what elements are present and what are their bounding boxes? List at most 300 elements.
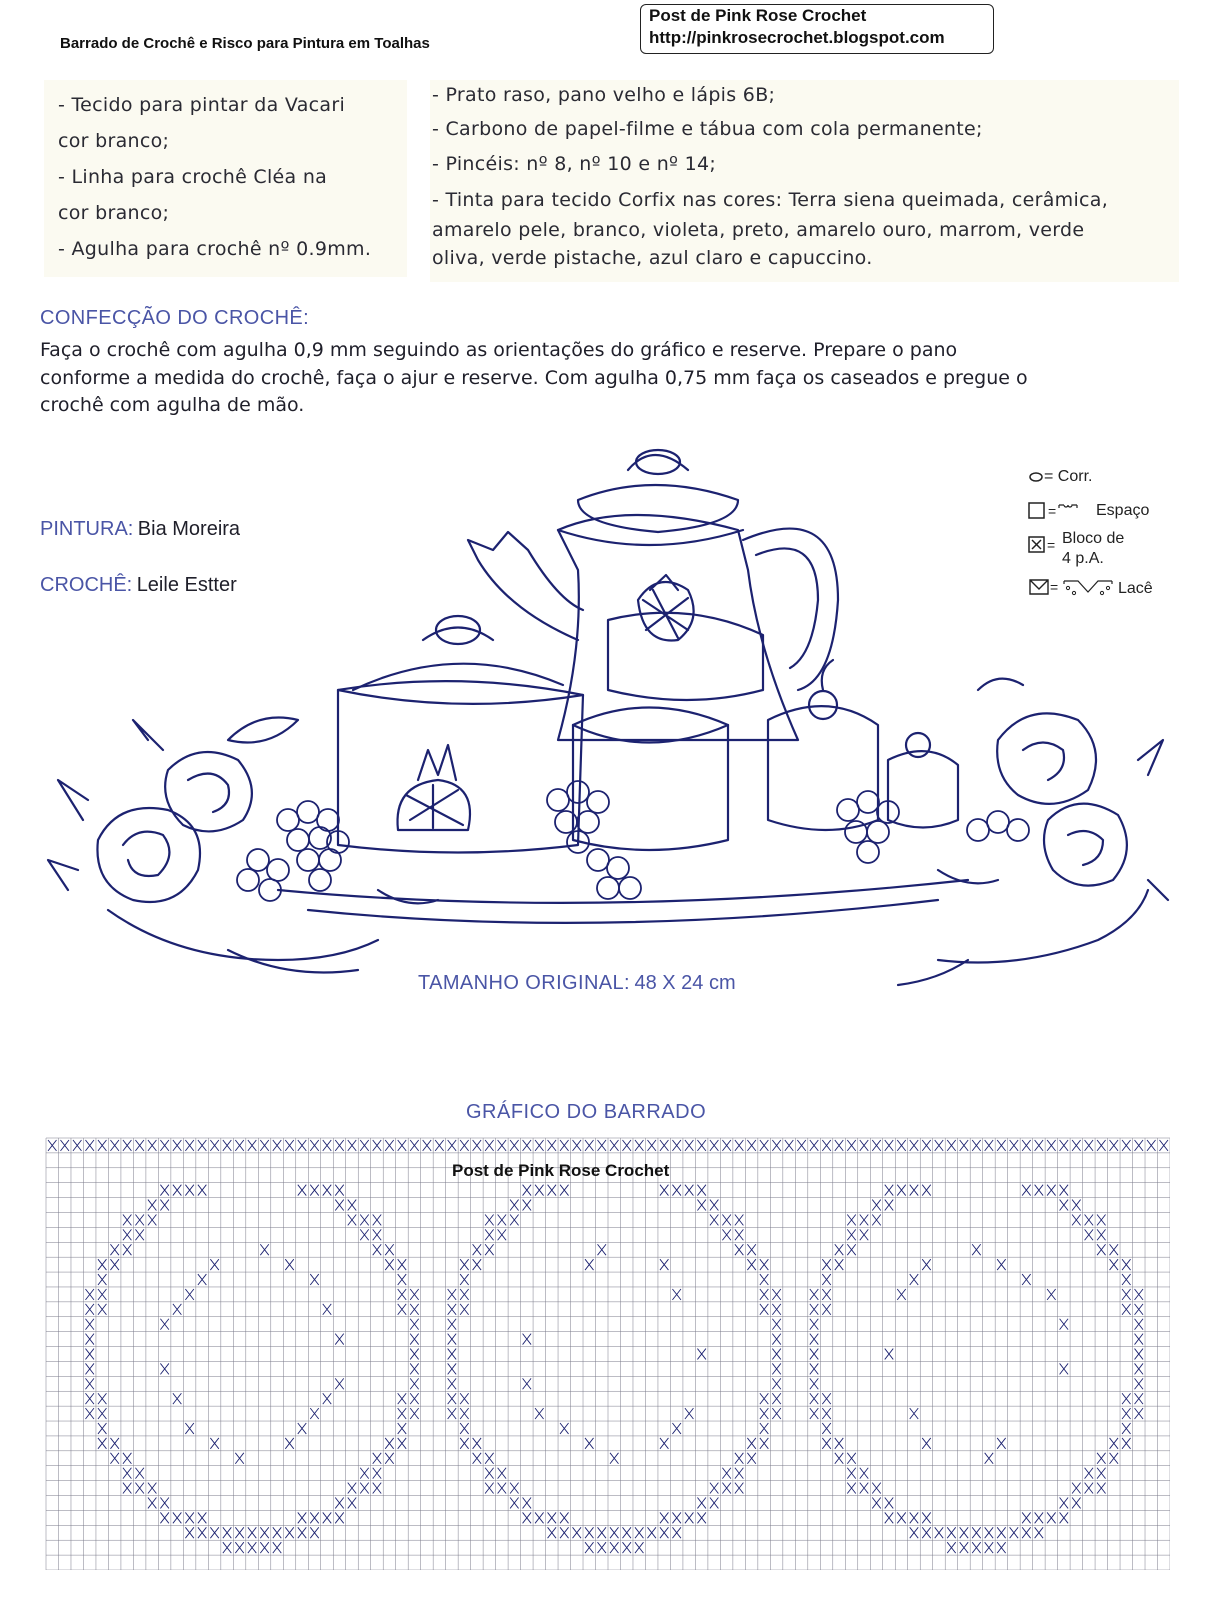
chart-block — [810, 1319, 818, 1330]
chart-block — [622, 1542, 630, 1553]
chart-block — [747, 1244, 755, 1255]
chart-block — [885, 1498, 893, 1509]
chart-block — [1122, 1289, 1130, 1300]
chart-block — [398, 1289, 406, 1300]
chart-block — [835, 1244, 843, 1255]
chart-block — [310, 1185, 318, 1196]
chart-block — [48, 1140, 56, 1151]
chart-block — [1122, 1274, 1130, 1285]
chart-block — [160, 1319, 168, 1330]
chart-block — [822, 1408, 830, 1419]
chart-block — [98, 1140, 106, 1151]
chart-block — [335, 1498, 343, 1509]
chart-block — [1022, 1527, 1030, 1538]
chart-block — [198, 1274, 206, 1285]
chart-block — [160, 1200, 168, 1211]
chart-block — [523, 1185, 531, 1196]
chart-block — [935, 1140, 943, 1151]
chart-block — [922, 1185, 930, 1196]
chart-block — [123, 1244, 131, 1255]
chart-block — [273, 1140, 281, 1151]
chart-block — [997, 1259, 1005, 1270]
chart-block — [772, 1349, 780, 1360]
chart-block — [747, 1438, 755, 1449]
chart-block — [60, 1140, 68, 1151]
chart-watermark: Post de Pink Rose Crochet — [452, 1161, 670, 1180]
chart-block — [448, 1363, 456, 1374]
chart-block — [760, 1408, 768, 1419]
svg-text:=: = — [1048, 503, 1057, 519]
chart-block — [448, 1378, 456, 1389]
chart-block — [110, 1244, 118, 1255]
chart-block — [160, 1498, 168, 1509]
chart-block — [710, 1140, 718, 1151]
chart-block — [210, 1140, 218, 1151]
chart-block — [410, 1363, 418, 1374]
chart-block — [1122, 1423, 1130, 1434]
material-right-line-5: amarelo pele, branco, violeta, preto, amarelo ouro, marrom, verde — [432, 219, 1085, 241]
chart-block — [135, 1229, 143, 1240]
chart-block — [985, 1542, 993, 1553]
chart-block — [1022, 1512, 1030, 1523]
chart-block — [1085, 1229, 1093, 1240]
chart-block — [123, 1140, 131, 1151]
chart-block — [473, 1244, 481, 1255]
chart-block — [1072, 1214, 1080, 1225]
chart-block — [548, 1140, 556, 1151]
chart-block — [747, 1140, 755, 1151]
chart-block — [398, 1438, 406, 1449]
chart-block — [697, 1349, 705, 1360]
chart-block — [722, 1229, 730, 1240]
chart-block — [810, 1408, 818, 1419]
chart-block — [785, 1140, 793, 1151]
chart-block — [235, 1140, 243, 1151]
chart-block — [1072, 1498, 1080, 1509]
chart-block — [510, 1200, 518, 1211]
chart-block — [822, 1393, 830, 1404]
chart-block — [885, 1185, 893, 1196]
chart-block — [660, 1185, 668, 1196]
chart-block — [735, 1453, 743, 1464]
chart-block — [298, 1527, 306, 1538]
chart-block — [885, 1512, 893, 1523]
chart-block — [1010, 1527, 1018, 1538]
material-right-line-2: - Carbono de papel-filme e tábua com cola permanente; — [432, 118, 983, 140]
chart-block — [335, 1200, 343, 1211]
chart-block — [548, 1185, 556, 1196]
chart-block — [535, 1185, 543, 1196]
confeccao-line-3: crochê com agulha de mão. — [40, 394, 305, 416]
chart-block — [1110, 1259, 1118, 1270]
chart-block — [398, 1423, 406, 1434]
chart-block — [1097, 1229, 1105, 1240]
chart-block — [85, 1289, 93, 1300]
chart-block — [373, 1468, 381, 1479]
chart-block — [810, 1378, 818, 1389]
material-left-line-1: - Tecido para pintar da Vacari — [58, 94, 346, 116]
chart-block — [448, 1393, 456, 1404]
chart-block — [760, 1140, 768, 1151]
chart-block — [697, 1140, 705, 1151]
chart-block — [860, 1483, 868, 1494]
chart-block — [298, 1512, 306, 1523]
chart-block — [1135, 1378, 1143, 1389]
chart-block — [710, 1483, 718, 1494]
chart-block — [747, 1453, 755, 1464]
confeccao-heading: CONFECÇÃO DO CROCHÊ: — [40, 307, 310, 329]
chart-block — [423, 1140, 431, 1151]
chart-block — [635, 1542, 643, 1553]
chart-block — [498, 1140, 506, 1151]
croche-value: Leile Estter — [136, 574, 237, 596]
chart-block — [1135, 1393, 1143, 1404]
chart-block — [210, 1259, 218, 1270]
chart-block — [598, 1140, 606, 1151]
chart-block — [672, 1140, 680, 1151]
chart-block — [398, 1140, 406, 1151]
chart-block — [460, 1423, 468, 1434]
chart-block — [473, 1140, 481, 1151]
chart-block — [373, 1229, 381, 1240]
chart-block — [985, 1453, 993, 1464]
chart-block — [747, 1259, 755, 1270]
chart-block — [847, 1140, 855, 1151]
chart-block — [85, 1334, 93, 1345]
chart-block — [722, 1140, 730, 1151]
chart-block — [660, 1438, 668, 1449]
chart-block — [672, 1527, 680, 1538]
chart-block — [972, 1527, 980, 1538]
chart-block — [647, 1527, 655, 1538]
chart-block — [847, 1214, 855, 1225]
chart-block — [360, 1229, 368, 1240]
chart-block — [1122, 1438, 1130, 1449]
chart-block — [410, 1140, 418, 1151]
chart-block — [772, 1393, 780, 1404]
chart-block — [373, 1453, 381, 1464]
chart-block — [1135, 1334, 1143, 1345]
chart-block — [485, 1214, 493, 1225]
chart-block — [310, 1274, 318, 1285]
chart-block — [360, 1214, 368, 1225]
chart-block — [735, 1214, 743, 1225]
chart-block — [897, 1185, 905, 1196]
chart-block — [485, 1244, 493, 1255]
chart-block — [485, 1468, 493, 1479]
chart-block — [960, 1140, 968, 1151]
chart-block — [310, 1140, 318, 1151]
document-title: Barrado de Crochê e Risco para Pintura em Toalhas — [60, 35, 430, 52]
chart-block — [410, 1378, 418, 1389]
chart-block — [235, 1527, 243, 1538]
material-left-line-5: - Agulha para crochê nº 0.9mm. — [58, 238, 372, 260]
chart-block — [735, 1229, 743, 1240]
chart-block — [348, 1498, 356, 1509]
chart-block — [373, 1140, 381, 1151]
chart-block — [560, 1512, 568, 1523]
chart-block — [410, 1319, 418, 1330]
chart-block — [585, 1527, 593, 1538]
chart-block — [410, 1408, 418, 1419]
chart-block — [1097, 1483, 1105, 1494]
chart-block — [922, 1438, 930, 1449]
chart-block — [598, 1527, 606, 1538]
chart-block — [772, 1289, 780, 1300]
chart-block — [1035, 1185, 1043, 1196]
chart-block — [1060, 1140, 1068, 1151]
chart-block — [385, 1140, 393, 1151]
chart-block — [710, 1498, 718, 1509]
chart-block — [1097, 1468, 1105, 1479]
chart-block — [123, 1483, 131, 1494]
chart-block — [448, 1349, 456, 1360]
chart-block — [523, 1334, 531, 1345]
chart-block — [985, 1140, 993, 1151]
chart-block — [510, 1498, 518, 1509]
painting-pattern-illustration — [38, 440, 1178, 1020]
chart-block — [85, 1304, 93, 1315]
chart-block — [585, 1438, 593, 1449]
chart-block — [922, 1259, 930, 1270]
chart-block — [1160, 1140, 1168, 1151]
chart-block — [173, 1185, 181, 1196]
chart-block — [1135, 1319, 1143, 1330]
chart-block — [473, 1438, 481, 1449]
chart-block — [885, 1140, 893, 1151]
chart-block — [1060, 1200, 1068, 1211]
chart-block — [498, 1229, 506, 1240]
post-credit-url[interactable]: http://pinkrosecrochet.blogspot.com — [649, 28, 945, 47]
chart-block — [198, 1512, 206, 1523]
chart-block — [85, 1349, 93, 1360]
chart-block — [910, 1512, 918, 1523]
chart-block — [98, 1259, 106, 1270]
chart-block — [1035, 1140, 1043, 1151]
chart-block — [972, 1542, 980, 1553]
chart-block — [1085, 1483, 1093, 1494]
chart-block — [922, 1512, 930, 1523]
chart-block — [135, 1214, 143, 1225]
chart-block — [910, 1527, 918, 1538]
chart-block — [85, 1319, 93, 1330]
chart-block — [123, 1468, 131, 1479]
chart-block — [110, 1259, 118, 1270]
chart-block — [460, 1304, 468, 1315]
chart-block — [185, 1512, 193, 1523]
chart-block — [1122, 1408, 1130, 1419]
chart-block — [760, 1259, 768, 1270]
material-right-line-1: - Prato raso, pano velho e lápis 6B; — [432, 84, 776, 106]
chart-block — [1060, 1363, 1068, 1374]
legend-bloco-2: 4 p.A. — [1062, 550, 1104, 567]
chart-block — [148, 1483, 156, 1494]
confeccao-line-2: conforme a medida do crochê, faça o ajur e reserve. Com agulha 0,75 mm faça os caseados e pregue o — [40, 367, 1028, 389]
chart-block — [722, 1483, 730, 1494]
chart-block — [772, 1363, 780, 1374]
chart-block — [560, 1527, 568, 1538]
chart-block — [822, 1289, 830, 1300]
chart-block — [610, 1527, 618, 1538]
svg-text:=: = — [1047, 537, 1056, 553]
chart-block — [822, 1140, 830, 1151]
chart-block — [847, 1468, 855, 1479]
chart-block — [810, 1289, 818, 1300]
chart-block — [448, 1319, 456, 1330]
confeccao-line-1: Faça o crochê com agulha 0,9 mm seguindo as orientações do gráfico e reserve. Prepare o pano — [40, 339, 958, 361]
chart-block — [485, 1229, 493, 1240]
chart-block — [735, 1483, 743, 1494]
chart-block — [435, 1140, 443, 1151]
chart-block — [1022, 1274, 1030, 1285]
chart-block — [772, 1378, 780, 1389]
chart-block — [885, 1200, 893, 1211]
chart-block — [173, 1140, 181, 1151]
chart-block — [98, 1438, 106, 1449]
chart-block — [85, 1408, 93, 1419]
legend-corr: = Corr. — [1044, 468, 1093, 485]
chart-block — [273, 1527, 281, 1538]
chart-block — [610, 1453, 618, 1464]
chart-block — [148, 1200, 156, 1211]
chart-block — [1135, 1289, 1143, 1300]
chart-block — [910, 1185, 918, 1196]
chart-block — [1147, 1140, 1155, 1151]
chart-block — [1135, 1304, 1143, 1315]
chart-block — [735, 1468, 743, 1479]
chart-block — [585, 1542, 593, 1553]
chart-block — [1022, 1185, 1030, 1196]
chart-block — [1097, 1453, 1105, 1464]
chart-block — [260, 1244, 268, 1255]
chart-block — [972, 1244, 980, 1255]
chart-block — [398, 1408, 406, 1419]
material-right-line-6: oliva, verde pistache, azul claro e capuccino. — [432, 247, 873, 269]
chart-block — [373, 1214, 381, 1225]
crochet-chart-grid — [38, 1130, 1170, 1570]
chart-block — [210, 1438, 218, 1449]
chart-block — [598, 1244, 606, 1255]
chart-block — [98, 1289, 106, 1300]
chart-block — [348, 1140, 356, 1151]
chart-block — [1072, 1200, 1080, 1211]
chart-block — [697, 1512, 705, 1523]
chart-block — [398, 1304, 406, 1315]
chart-block — [548, 1527, 556, 1538]
chart-block — [947, 1527, 955, 1538]
chart-block — [872, 1483, 880, 1494]
chart-block — [148, 1140, 156, 1151]
chart-block — [448, 1304, 456, 1315]
chart-block — [385, 1438, 393, 1449]
chart-block — [685, 1185, 693, 1196]
chart-block — [335, 1378, 343, 1389]
chart-block — [523, 1200, 531, 1211]
chart-block — [248, 1542, 256, 1553]
chart-block — [498, 1483, 506, 1494]
chart-block — [860, 1214, 868, 1225]
chart-block — [1047, 1512, 1055, 1523]
chart-block — [448, 1334, 456, 1345]
chart-block — [410, 1349, 418, 1360]
chart-block — [535, 1408, 543, 1419]
chart-block — [810, 1349, 818, 1360]
chart-block — [323, 1393, 331, 1404]
chart-block — [398, 1259, 406, 1270]
chart-block — [1085, 1468, 1093, 1479]
chart-block — [460, 1289, 468, 1300]
chart-block — [185, 1140, 193, 1151]
chart-block — [585, 1259, 593, 1270]
chart-block — [260, 1542, 268, 1553]
chart-block — [872, 1214, 880, 1225]
chart-block — [660, 1259, 668, 1270]
chart-block — [598, 1542, 606, 1553]
chart-block — [1047, 1140, 1055, 1151]
chart-block — [160, 1140, 168, 1151]
chart-block — [173, 1304, 181, 1315]
chart-block — [98, 1274, 106, 1285]
chart-block — [760, 1438, 768, 1449]
chart-block — [310, 1512, 318, 1523]
chart-block — [523, 1498, 531, 1509]
chart-block — [1085, 1140, 1093, 1151]
chart-block — [1122, 1259, 1130, 1270]
chart-block — [335, 1140, 343, 1151]
chart-block — [835, 1140, 843, 1151]
chart-block — [610, 1140, 618, 1151]
chart-block — [1135, 1363, 1143, 1374]
original-size-value: 48 X 24 cm — [634, 972, 736, 994]
chart-block — [298, 1140, 306, 1151]
chart-block — [897, 1512, 905, 1523]
chart-block — [1097, 1140, 1105, 1151]
chart-block — [323, 1185, 331, 1196]
chart-block — [410, 1334, 418, 1345]
chart-block — [398, 1393, 406, 1404]
chart-block — [772, 1140, 780, 1151]
chart-block — [1110, 1453, 1118, 1464]
chart-block — [98, 1304, 106, 1315]
chart-block — [1060, 1512, 1068, 1523]
chart-block — [98, 1393, 106, 1404]
chart-block — [85, 1363, 93, 1374]
chart-block — [198, 1140, 206, 1151]
chart-block — [323, 1140, 331, 1151]
original-size-label: TAMANHO ORIGINAL: — [418, 972, 631, 994]
chart-block — [1110, 1140, 1118, 1151]
chart-block — [822, 1423, 830, 1434]
chart-block — [772, 1319, 780, 1330]
legend-lace: Lacê — [1118, 580, 1153, 597]
chart-block — [198, 1185, 206, 1196]
material-right-line-3: - Pincéis: nº 8, nº 10 e nº 14; — [432, 153, 717, 175]
chart-block — [760, 1304, 768, 1315]
chart-block — [635, 1527, 643, 1538]
chart-block — [1122, 1304, 1130, 1315]
chart-block — [235, 1542, 243, 1553]
chart-block — [523, 1140, 531, 1151]
chart-block — [960, 1542, 968, 1553]
chart-block — [1122, 1140, 1130, 1151]
chart-block — [135, 1140, 143, 1151]
legend-espaco: Espaço — [1096, 502, 1150, 519]
chart-block — [148, 1498, 156, 1509]
chart-block — [860, 1468, 868, 1479]
chart-block — [260, 1527, 268, 1538]
chart-block — [810, 1304, 818, 1315]
chart-block — [85, 1140, 93, 1151]
